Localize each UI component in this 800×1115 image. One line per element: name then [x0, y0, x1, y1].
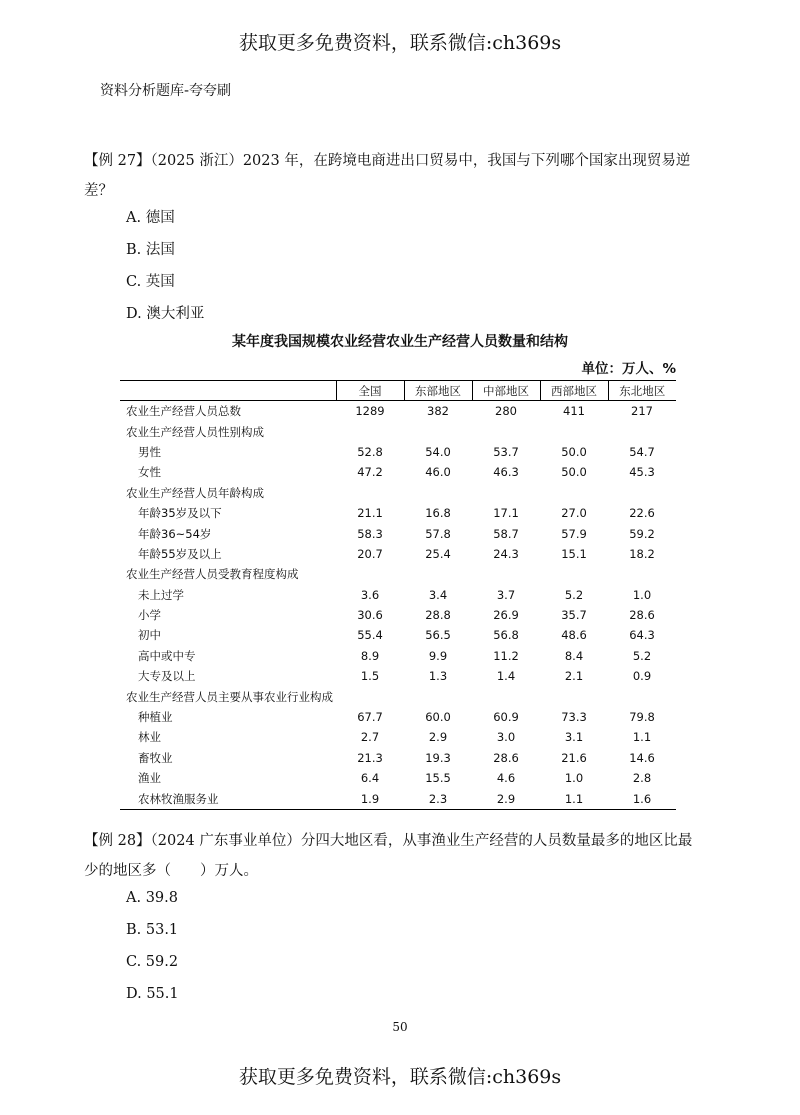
table-cell: 6.4 — [360, 771, 380, 786]
table-row — [120, 748, 676, 768]
table-cell: 1289 — [355, 404, 385, 419]
table-row — [120, 768, 676, 788]
table-cell: 1.3 — [428, 669, 448, 684]
table-cell: 46.3 — [493, 465, 519, 480]
table-cell: 5.2 — [564, 587, 584, 602]
row-label: 林业 — [138, 730, 161, 745]
table-cell: 21.6 — [561, 750, 587, 765]
row-category-label: 农业生产经营人员性别构成 — [126, 424, 264, 439]
table-cell: 3.0 — [496, 730, 516, 745]
bottom-banner: 获取更多免费资料，联系微信:ch369s — [238, 1066, 562, 1088]
column-header: 东部地区 — [404, 381, 472, 401]
table-row — [120, 564, 676, 584]
row-label: 畜牧业 — [138, 750, 173, 765]
table-row — [120, 788, 676, 809]
table-row — [120, 666, 676, 686]
table-row — [120, 442, 676, 462]
table-cell: 19.3 — [425, 750, 451, 765]
top-banner: 获取更多免费资料，联系微信:ch369s — [238, 32, 562, 54]
q27-option-a: A. 德国 — [126, 210, 175, 226]
row-category-label: 农业生产经营人员年龄构成 — [126, 485, 264, 500]
table-row — [120, 483, 676, 503]
row-label: 年龄36~54岁 — [138, 526, 212, 541]
table-cell: 0.9 — [632, 669, 652, 684]
page-number: 50 — [392, 1020, 408, 1034]
table-cell: 17.1 — [493, 506, 519, 521]
table-row — [120, 523, 676, 543]
table-cell: 1.5 — [360, 669, 380, 684]
table-cell — [608, 564, 676, 584]
table-cell: 56.8 — [493, 628, 519, 643]
table-cell: 54.7 — [629, 444, 655, 459]
table-row — [120, 503, 676, 523]
row-label: 男性 — [138, 444, 161, 459]
table-cell — [472, 564, 540, 584]
table-cell: 217 — [631, 404, 653, 419]
table-cell: 2.1 — [564, 669, 584, 684]
table-cell — [472, 421, 540, 441]
table-cell: 50.0 — [561, 465, 587, 480]
table-cell: 1.6 — [608, 788, 676, 809]
row-label: 大专及以上 — [138, 669, 196, 684]
table-cell: 9.9 — [428, 648, 448, 663]
table-cell: 1.1 — [540, 788, 608, 809]
table-cell: 64.3 — [629, 628, 655, 643]
table-cell: 67.7 — [357, 710, 383, 725]
table-cell: 2.3 — [404, 788, 472, 809]
table-cell: 50.0 — [561, 444, 587, 459]
table-header-blank — [120, 381, 336, 401]
q28-option-d: D. 55.1 — [126, 986, 179, 1002]
table-body — [120, 401, 676, 810]
table-cell — [540, 686, 608, 706]
column-header: 东北地区 — [608, 381, 676, 401]
row-label: 种植业 — [138, 710, 173, 725]
table-cell: 21.3 — [357, 750, 383, 765]
table-row — [120, 462, 676, 482]
table-cell: 18.2 — [629, 546, 655, 561]
q28-option-a: A. 39.8 — [126, 890, 178, 906]
table-cell: 8.4 — [564, 648, 584, 663]
table-cell: 55.4 — [357, 628, 383, 643]
table-cell — [472, 483, 540, 503]
table-cell — [336, 483, 404, 503]
row-label: 高中或中专 — [138, 648, 196, 663]
table-row — [120, 544, 676, 564]
table-row — [120, 686, 676, 706]
table-cell: 54.0 — [425, 444, 451, 459]
table-cell: 5.2 — [632, 648, 652, 663]
table-cell — [336, 686, 404, 706]
table-cell: 3.7 — [496, 587, 516, 602]
row-label: 小学 — [138, 608, 161, 623]
table-cell: 1.0 — [564, 771, 584, 786]
table-cell: 22.6 — [629, 506, 655, 521]
table-cell: 57.9 — [561, 526, 587, 541]
table-cell: 411 — [563, 404, 585, 419]
row-label: 女性 — [138, 465, 161, 480]
table-unit: 单位：万人、% — [581, 361, 676, 377]
table-cell: 28.8 — [425, 608, 451, 623]
row-label: 未上过学 — [138, 587, 184, 602]
table-cell: 47.2 — [357, 465, 383, 480]
table-cell: 48.6 — [561, 628, 587, 643]
table-cell: 2.7 — [360, 730, 380, 745]
table-cell: 79.8 — [629, 710, 655, 725]
table-cell: 30.6 — [357, 608, 383, 623]
table-cell: 3.6 — [360, 587, 380, 602]
column-header: 西部地区 — [540, 381, 608, 401]
row-label: 渔业 — [138, 771, 161, 786]
row-category-label: 农业生产经营人员主要从事农业行业构成 — [126, 689, 333, 704]
table-cell: 14.6 — [629, 750, 655, 765]
table-row — [120, 401, 676, 422]
table-cell: 35.7 — [561, 608, 587, 623]
table-cell: 26.9 — [493, 608, 519, 623]
table-cell — [404, 421, 472, 441]
table-cell: 53.7 — [493, 444, 519, 459]
column-header: 中部地区 — [472, 381, 540, 401]
table-cell: 28.6 — [629, 608, 655, 623]
table-row — [120, 605, 676, 625]
table-cell: 52.8 — [357, 444, 383, 459]
table-cell: 2.8 — [632, 771, 652, 786]
table-cell: 1.9 — [336, 788, 404, 809]
table-cell — [404, 564, 472, 584]
table-cell — [540, 483, 608, 503]
table-cell: 4.6 — [496, 771, 516, 786]
table-cell: 3.4 — [428, 587, 448, 602]
q28-option-b: B. 53.1 — [126, 922, 179, 938]
table-cell: 45.3 — [629, 465, 655, 480]
page-header: 资料分析题库-夸夸刷 — [100, 83, 232, 99]
table-cell: 73.3 — [561, 710, 587, 725]
table-cell: 46.0 — [425, 465, 451, 480]
table-cell: 59.2 — [629, 526, 655, 541]
table-cell: 25.4 — [425, 546, 451, 561]
row-label: 年龄55岁及以上 — [138, 546, 222, 561]
table-cell: 15.1 — [561, 546, 587, 561]
table-cell: 21.1 — [357, 506, 383, 521]
table-cell: 2.9 — [472, 788, 540, 809]
row-category-label: 农业生产经营人员受教育程度构成 — [126, 567, 299, 582]
q28-option-c: C. 59.2 — [126, 954, 179, 970]
table-header-row — [120, 381, 676, 401]
table-row — [120, 625, 676, 645]
table-cell: 24.3 — [493, 546, 519, 561]
question-28-text: 【例 28】（2024 广东事业单位）分四大地区看，从事渔业生产经营的人员数量最多的地区比最少的地区多（ ）万人。 — [84, 833, 693, 879]
table-row — [120, 421, 676, 441]
q27-option-b: B. 法国 — [126, 242, 175, 258]
table-cell: 382 — [427, 404, 449, 419]
table-cell: 56.5 — [425, 628, 451, 643]
table-cell: 1.4 — [496, 669, 516, 684]
table-cell: 60.0 — [425, 710, 451, 725]
table-cell: 60.9 — [493, 710, 519, 725]
table-cell — [336, 421, 404, 441]
table-cell: 20.7 — [357, 546, 383, 561]
table-row — [120, 727, 676, 747]
table-cell: 28.6 — [493, 750, 519, 765]
column-header: 全国 — [336, 381, 404, 401]
table-cell: 15.5 — [425, 771, 451, 786]
row-category-label: 农业生产经营人员总数 — [126, 404, 241, 419]
table-cell — [404, 686, 472, 706]
table-cell: 8.9 — [360, 648, 380, 663]
table-cell: 280 — [495, 404, 517, 419]
table-cell: 3.1 — [564, 730, 584, 745]
table-cell — [540, 564, 608, 584]
table-row — [120, 585, 676, 605]
table-cell — [608, 483, 676, 503]
question-27-text: 【例 27】（2025 浙江）2023 年，在跨境电商进出口贸易中，我国与下列哪个国家出现贸易逆差？ — [84, 153, 691, 199]
table-cell: 16.8 — [425, 506, 451, 521]
table-cell: 58.3 — [357, 526, 383, 541]
table-cell: 11.2 — [493, 648, 519, 663]
table-cell — [336, 564, 404, 584]
table-title: 某年度我国规模农业经营农业生产经营人员数量和结构 — [232, 334, 568, 350]
row-label: 年龄35岁及以下 — [138, 506, 222, 521]
table-cell: 2.9 — [428, 730, 448, 745]
q27-option-d: D. 澳大利亚 — [126, 306, 205, 322]
table-cell: 1.0 — [632, 587, 652, 602]
table-cell: 58.7 — [493, 526, 519, 541]
table-cell — [540, 421, 608, 441]
table-cell — [608, 421, 676, 441]
row-label: 农林牧渔服务业 — [120, 788, 336, 809]
table-cell — [608, 686, 676, 706]
data-table — [120, 380, 676, 810]
table-cell — [404, 483, 472, 503]
q27-option-c: C. 英国 — [126, 274, 175, 290]
table-cell — [472, 686, 540, 706]
table-cell: 27.0 — [561, 506, 587, 521]
table-cell: 1.1 — [632, 730, 652, 745]
table-cell: 57.8 — [425, 526, 451, 541]
table-row — [120, 646, 676, 666]
table-row — [120, 707, 676, 727]
row-label: 初中 — [138, 628, 161, 643]
